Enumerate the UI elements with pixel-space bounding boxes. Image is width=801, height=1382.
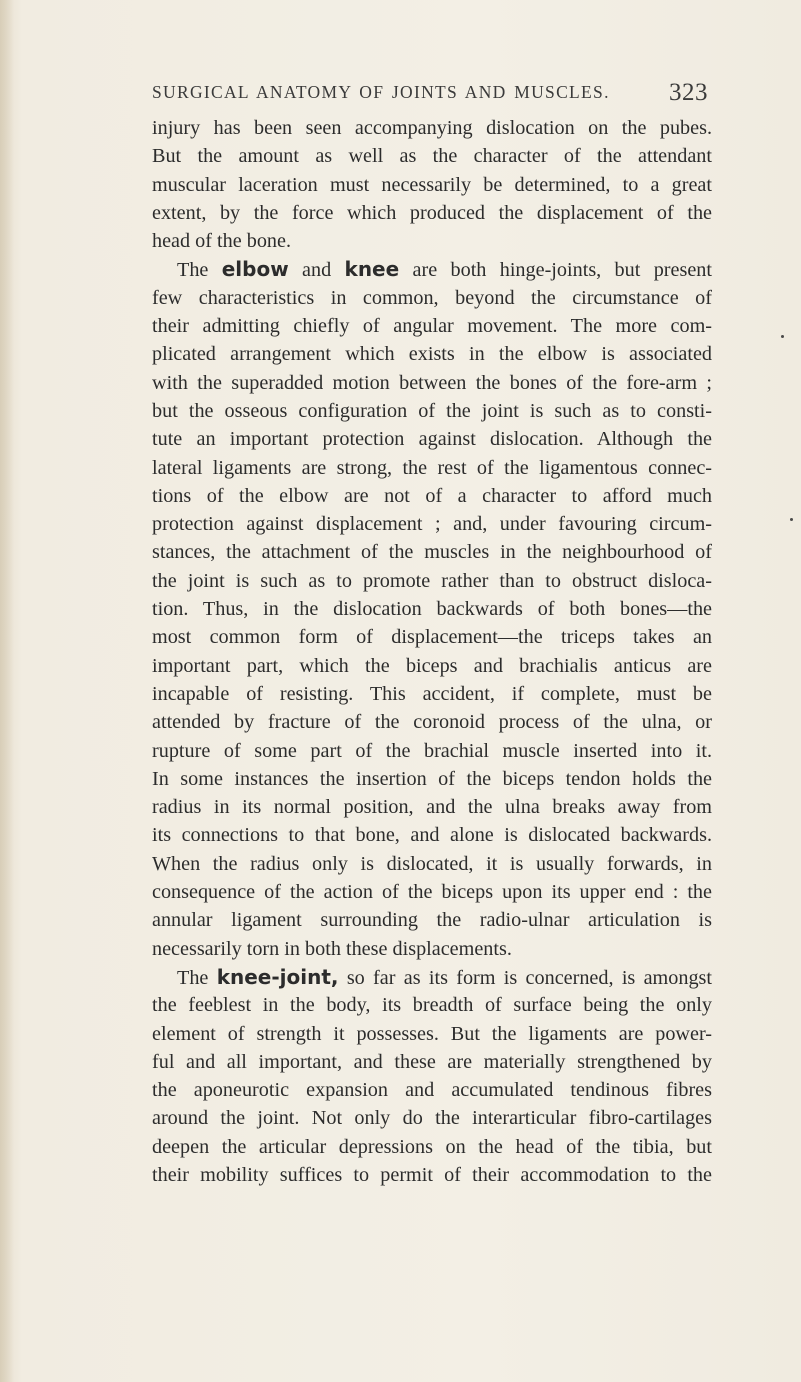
ink-speck bbox=[781, 335, 784, 338]
paragraph-elbow-knee-start bbox=[152, 255, 712, 283]
text-run: so far as its form is concerned, is amongst bbox=[338, 966, 712, 989]
page-number: 323 bbox=[669, 79, 708, 106]
text-run: are both hinge-joints, but present bbox=[399, 259, 712, 282]
running-head-title: SURGICAL ANATOMY OF JOINTS AND MUSCLES. bbox=[152, 82, 610, 102]
text-line: muscular laceration must necessarily be determined, to a great bbox=[152, 173, 712, 196]
text-line: lateral ligaments are strong, the rest of the ligamentous connec- bbox=[152, 456, 712, 479]
text-line: extent, by the force which produced the displacement of the bbox=[152, 201, 712, 224]
text-line: tute an important protection against dislocation. Although the bbox=[152, 428, 712, 451]
page-gutter-shadow bbox=[0, 0, 14, 1382]
text-line: annular ligament surrounding the radio-ulnar articulation is bbox=[152, 909, 712, 932]
text-line: around the joint. Not only do the interarticular fibro-cartilages bbox=[152, 1107, 712, 1130]
text-line: tion. Thus, in the dislocation backwards of both bones—the bbox=[152, 598, 712, 621]
text-line: but the osseous configuration of the joint is such as to consti- bbox=[152, 399, 712, 422]
text-line: element of strength it possesses. But the ligaments are power- bbox=[152, 1022, 712, 1045]
text-line: important part, which the biceps and brachialis anticus are bbox=[152, 654, 712, 677]
text-run: The bbox=[177, 966, 217, 989]
text-line: rupture of some part of the brachial muscle inserted into it. bbox=[152, 739, 712, 762]
text-line: stances, the attachment of the muscles in the neighbourhood of bbox=[152, 541, 712, 564]
text-line: deepen the articular depressions on the head of the tibia, but bbox=[152, 1135, 712, 1158]
text-line: their admitting chiefly of angular movement. The more com- bbox=[152, 315, 712, 338]
paragraph-knee-joint-start bbox=[152, 963, 712, 991]
text-line: tions of the elbow are not of a character to afford much bbox=[152, 484, 712, 507]
text-line: necessarily torn in both these displacements. bbox=[152, 937, 512, 960]
text-line: the joint is such as to promote rather than to obstruct disloca- bbox=[152, 569, 712, 592]
text-line: But the amount as well as the character of the attendant bbox=[152, 145, 712, 168]
running-head bbox=[0, 79, 801, 112]
text-line: incapable of resisting. This accident, if complete, must be bbox=[152, 682, 712, 705]
ink-speck bbox=[790, 518, 793, 521]
text-run: and bbox=[288, 259, 345, 282]
text-line: plicated arrangement which exists in the elbow is associated bbox=[152, 343, 712, 366]
text-line: radius in its normal position, and the ulna breaks away from bbox=[152, 796, 712, 819]
text-line: When the radius only is dislocated, it is usually forwards, in bbox=[152, 852, 712, 875]
text-run: The bbox=[177, 259, 222, 282]
text-line: with the superadded motion between the bones of the fore-arm ; bbox=[152, 371, 712, 394]
text-line: their mobility suffices to permit of their accommodation to the bbox=[152, 1163, 712, 1186]
text-line: In some instances the insertion of the biceps tendon holds the bbox=[152, 767, 712, 790]
text-line: consequence of the action of the biceps upon its upper end : the bbox=[152, 881, 712, 904]
term-knee-joint: knee-joint, bbox=[216, 964, 339, 989]
text-line: head of the bone. bbox=[152, 230, 292, 253]
text-line: the aponeurotic expansion and accumulated tendinous fibres bbox=[152, 1079, 712, 1102]
text-line: its connections to that bone, and alone is dislocated backwards. bbox=[152, 824, 712, 847]
text-line: most common form of displacement—the triceps takes an bbox=[152, 626, 712, 649]
text-line: ful and all important, and these are materially strengthened by bbox=[152, 1050, 712, 1073]
text-line: few characteristics in common, beyond the circumstance of bbox=[152, 286, 712, 309]
text-line: protection against displacement ; and, under favouring circum- bbox=[152, 513, 712, 536]
text-line: injury has been seen accompanying dislocation on the pubes. bbox=[152, 117, 712, 139]
term-elbow: elbow bbox=[221, 257, 289, 282]
text-line: attended by fracture of the coronoid process of the ulna, or bbox=[152, 711, 712, 734]
text-line: the feeblest in the body, its breadth of surface being the only bbox=[152, 994, 712, 1017]
term-knee: knee bbox=[344, 257, 400, 282]
body-text bbox=[152, 114, 712, 1189]
